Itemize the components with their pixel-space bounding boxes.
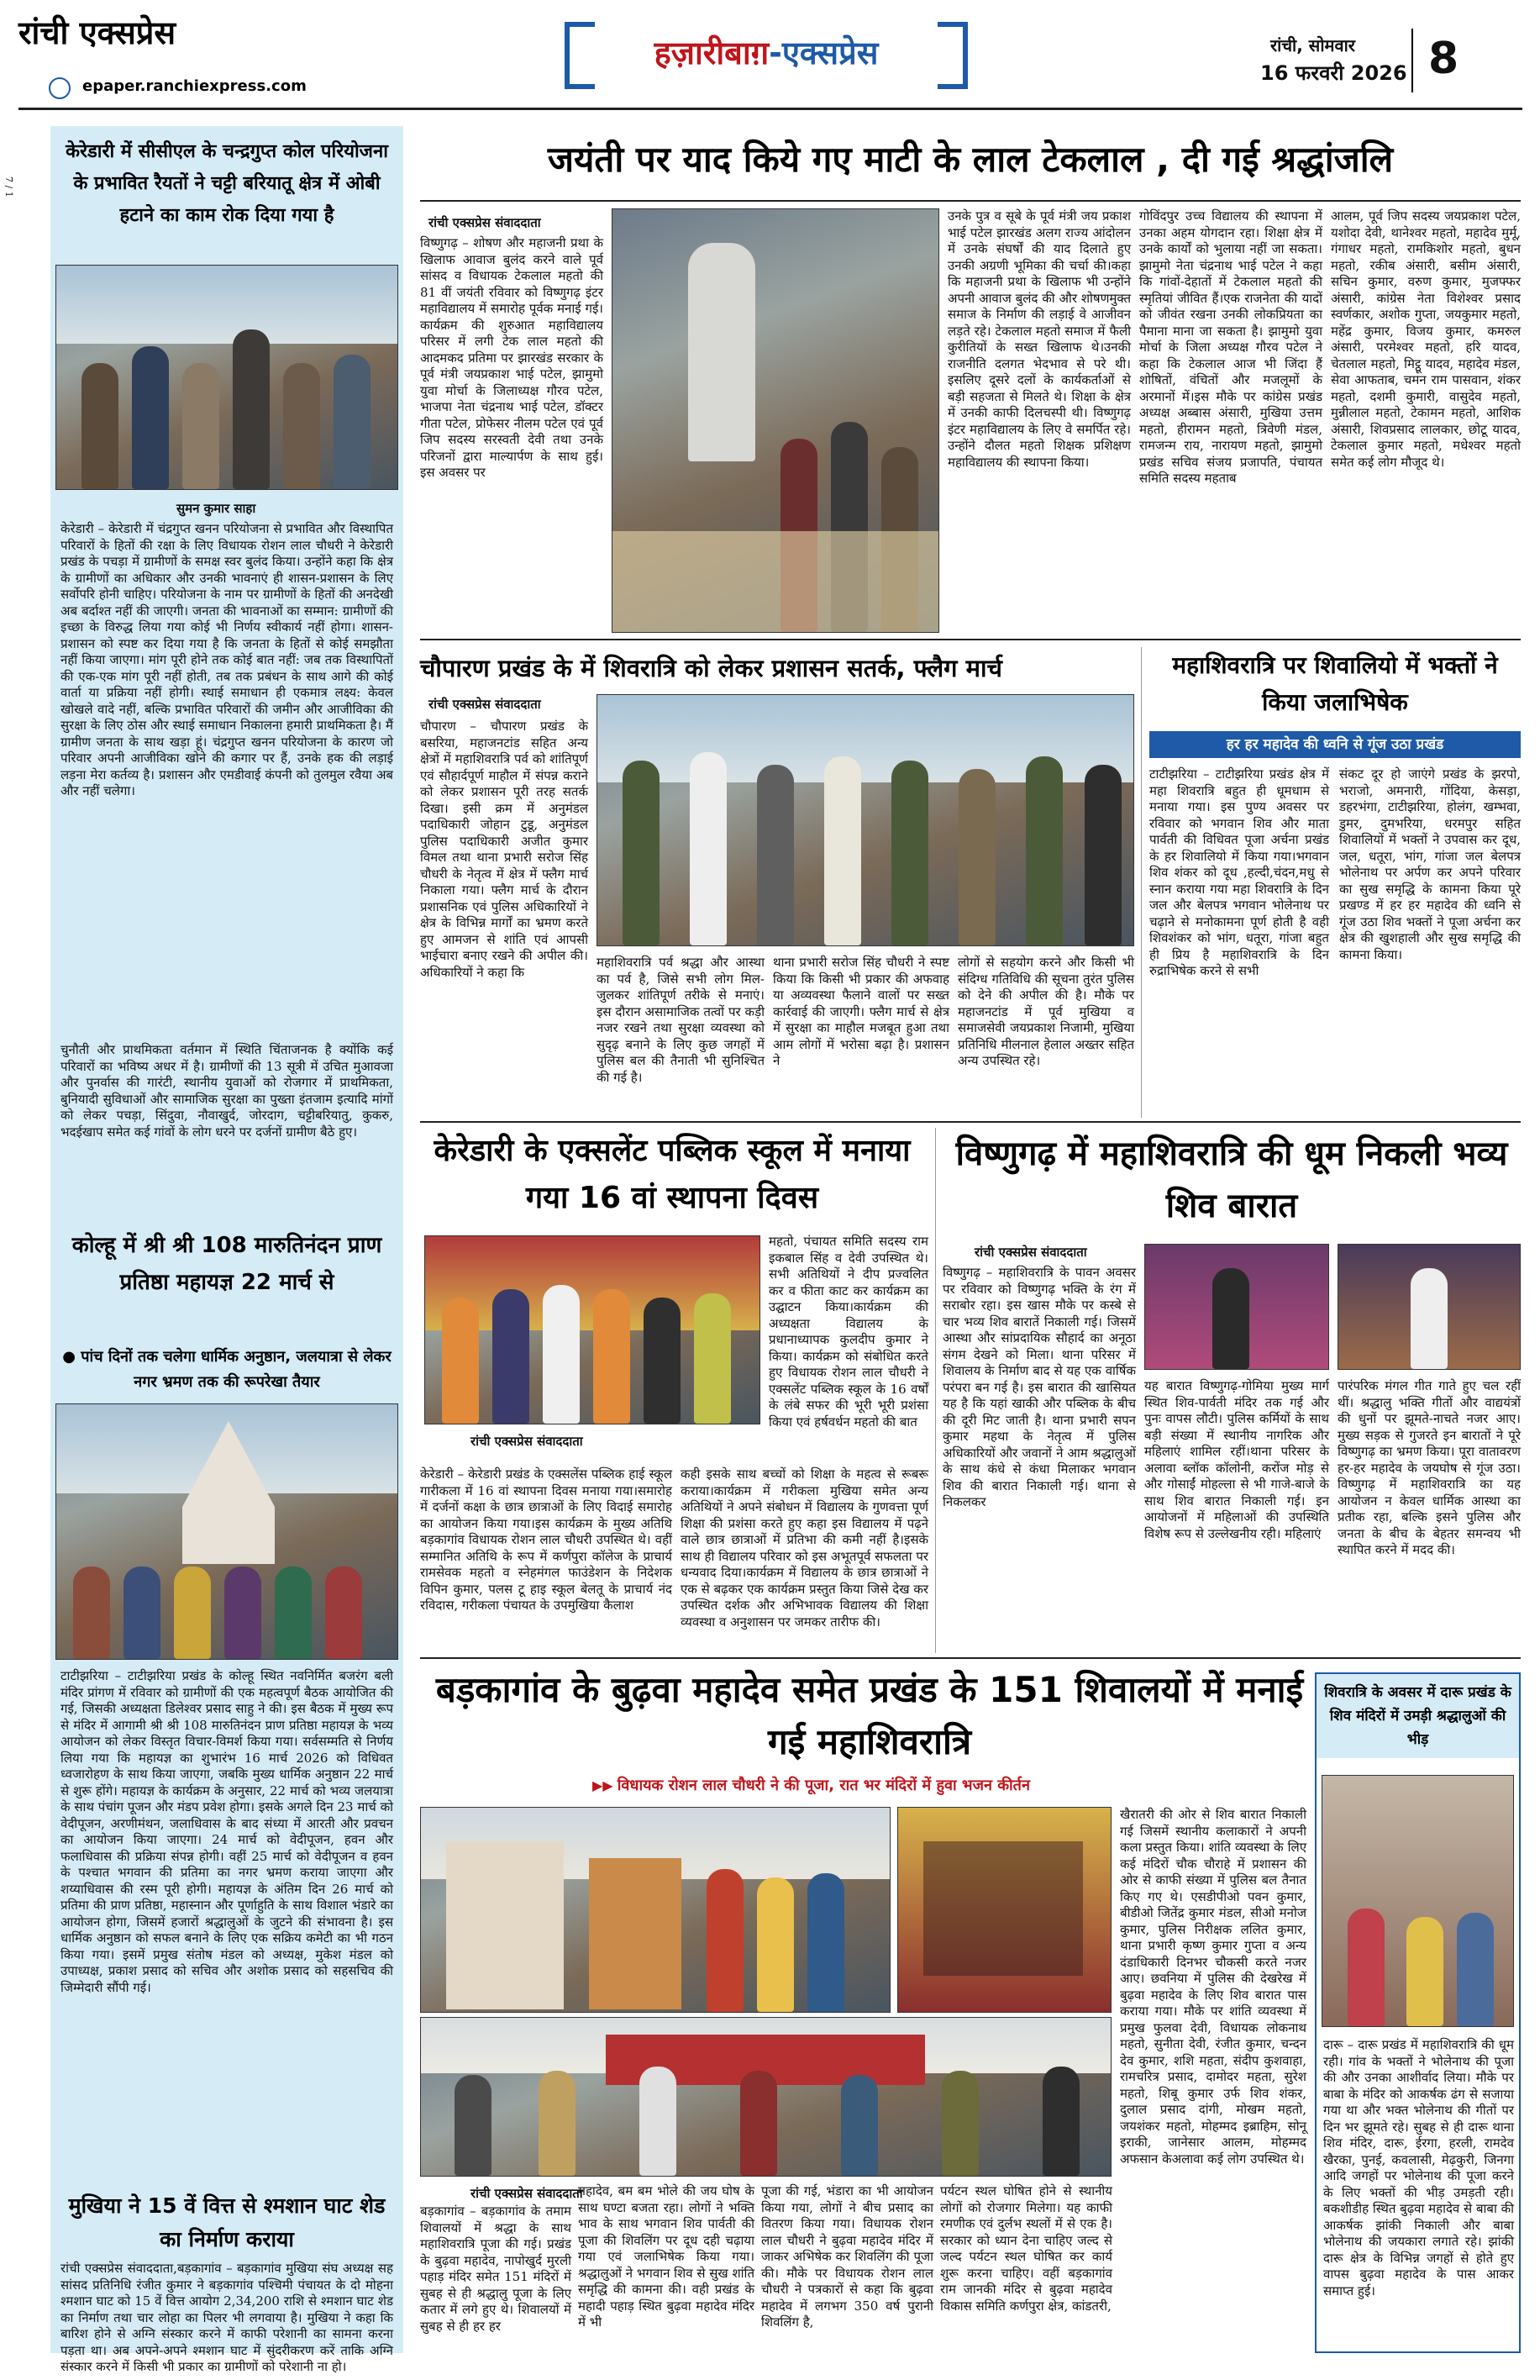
section-title-a: हज़ारीबाग़ bbox=[654, 34, 770, 71]
story4-col2: कही इसके साथ बच्चों को शिक्षा के महत्व से रूबरू कराया।कार्यक्रम में गरीकला मुखिया समेत अन्य अतिथियों ने अपने संबोधन में विद्यालय के गुणवत्ता पूर्ण शिक्षा की प्रशंसा करते हुए कहा इस विद्यालय में पढ़ने वाले छात्र छात्राओं में प्रतिभा की कमी नहीं है।इसके साथ ही विद्यालय परिवार को इस अभूतपूर्व सफलता पर धन्यवाद दिया।कार्यक्रम में विद्यालय के छात्र छात्राओं ने एक से बढ़कर एक कार्यक्रम प्रस्तुत किया जिसे देख कर उपस्थित दर्शक और अभिभावक विद्यालय की शिक्षा व्यवस्था व अनुशासन पर जमकर तारीफ की। bbox=[681, 1466, 928, 1630]
story4-divider bbox=[935, 1128, 936, 1653]
section-title-b: एक्सप्रेस bbox=[781, 34, 879, 71]
story4-photo bbox=[424, 1235, 760, 1424]
dateline-date: 16 फरवरी 2026 bbox=[1260, 61, 1407, 85]
bracket-top-right bbox=[938, 22, 963, 27]
bracket-top-left bbox=[570, 22, 595, 27]
play-icon: ▶▶ bbox=[592, 1777, 613, 1793]
story1-col3: गोविंदपुर उच्च विद्यालय की स्थापना में उनका अहम योगदान रहा। शिक्षा क्षेत्र में उनके कार्यों को भुलाया नहीं जा सकता। झामुमो नेता चंद्रनाथ भाई पटेल ने कहा कि गांवों-देहातों में टेकलाल महतो की स्मृतियां जीवित हैं।एक राजनेता की यादों को जीवंत रखना उनकी लोकप्रियता का पैमाना माना जा सकता है। झामुमो युवा मोर्चा के जिला अध्यक्ष गौरव पटेल ने कहा कि टेकलाल आज भी जिंदा हैं शोषितों, वंचितों और मजलूमों के अरमानों में।इस मौके पर कांग्रेस प्रखंड अध्यक्ष अब्बास अंसारी, मुखिया उत्तम महतो, हीरामन महतो, त्रिवेणी मंडल, रामजन्म राय, नारायण महतो, झामुमो प्रखंड सचिव संजय प्रजापति, पंचायत समिति सदस्य महताब bbox=[1139, 208, 1322, 486]
story7-body: दारू – दारू प्रखंड में महाशिवरात्रि की धूम रही। गांव के भक्तों ने भोलेनाथ की पूजा की और उनका आशीर्वाद लिया। मौके पर बाबा के मंदिर को आकर्षक ढंग से सजाया गया था और भक्त भोलेनाथ की गीतों पर दिन भर झूमते रहे। सुबह से ही दारू थाना शिव मंदिर, दारू, ईरगा, हरली, रामदेव खैरका, पुनई, कवलासी, मेढ़कुरी, जिनगा आदि जगहों पर भोलेनाथ की पूजा करने के लिए भक्तों की भीड़ उमड़ती रही। बकशीडीह स्थित बुढ़वा महादेव से बाबा की आकर्षक झांकी निकाली और बाबा भोलेनाथ की जयकारा लगाते रहे। झांकी दारू क्षेत्र के विभिन्न जगहों से होते हुए वापस बुढ़वा महादेव के पास आकर समाप्त हुई। bbox=[1323, 2037, 1515, 2298]
section-dash: - bbox=[769, 34, 782, 71]
bracket-bottom-right bbox=[938, 84, 963, 89]
story6-subline: विधायक रोशन लाल चौधरी ने की पूजा, रात भर मंदिरों में हुवा भजन कीर्तन bbox=[617, 1777, 1030, 1794]
sidebar-body-1: केरेडारी – केरेडारी में चंद्रगुप्त खनन परियोजना से प्रभावित और विस्थापित परिवारों के हितों की रक्षा के लिए विधायक रोशन लाल चौधरी ने केरेडारी प्रखंड के पचड़ा में ग्रामीणों के समक्ष स्वर बुलंद किया। उन्होंने कहा कि क्षेत्र के ग्रामीणों का अधिकार और उनकी भावनाएं ही शासन-प्रशासन के लिए सर्वोपरि होनी चाहिए। परियोजना के नाम पर ग्रामीणों के हितों की अनदेखी अब बर्दाश्त नहीं की जाएगी। जनता की भावनाओं का सम्मान: ग्रामीणों की इच्छा के विरुद्ध लिया गया कोई भी निर्णय स्वीकार्य नहीं होगा। शासन-प्रशासन को स्पष्ट कर दिया गया है कि जनता के हितों से कोई समझौता नहीं किया जाएगा। मांग पूरी होने तक कोई बात नहीं: जब तक विस्थापितों की एक-एक मांग पूरी नहीं होती, तब तक प्रबंधन के साथ आगे की कोई वार्ता या प्रक्रिया नहीं होगी। स्थाई समाधान ही एकमात्र लक्ष्य: केवल खोखले वादे नहीं, बल्कि प्रभावित परिवारों की जमीन और आजीविका की सुरक्षा के लिए ठोस और स्थाई समाधान निकालना हमारी प्राथमिकता है। मैं ग्रामीण जनता के साथ खड़ा हूं। चंद्रगुप्त खनन परियोजना के कारण जो परिवार अपनी आजीविका खोने की कगार पर हैं, उनके हक की लड़ाई लड़ना मेरा कर्तव्य है। प्रशासन और एमडीवाई कंपनी को तुलमुल रवैया अब और नहीं चलेगा। bbox=[60, 521, 393, 798]
story6-col1: बड़कागांव – बड़कागांव के तमाम शिवालयों में श्रद्धा के साथ महाशिवरात्रि पूजा की गई। प्रखंड के बुढ़वा महादेव, नापोखुर्द मुरली पहाड़ मंदिर समेत 151 मंदिरों में सुबह से ही श्रद्धालु पूजा के लिए कतार में लगे हुए थे। शिवालयों में सुबह से ही हर हर bbox=[420, 2204, 571, 2334]
story2-col3: थाना प्रभारी सरोज सिंह चौधरी ने स्पष्ट किया कि किसी भी प्रकार की अफवाह या अव्यवस्था फैलाने वालों पर सख्त कार्रवाई की जाएगी। फ्लैग मार्च से क्षेत्र में सुरक्षा का माहौल मजबूत हुआ तथा आम लोगों में भरोसा बढ़ा है। प्रशासन ने bbox=[773, 955, 949, 1068]
masthead bbox=[0, 0, 1540, 109]
story2-col4: लोगों से सहयोग करने और किसी भी संदिग्ध गतिविधि की सूचना तुरंत पुलिस को देने की अपील की है। मौके पर महाजनटांड में पूर्व मुखिया व समाजसेवी जयप्रकाश निजामी, मुखिया प्रतिनिधि मीलनाल हेलाल अख्तर सहित अन्य उपस्थित रहे। bbox=[958, 955, 1134, 1068]
story1-byline: रांची एक्सप्रेस संवाददाता bbox=[428, 215, 541, 230]
masthead-rule bbox=[18, 108, 1522, 110]
story5-col1: विष्णुगढ़ – महाशिवरात्रि के पावन अवसर पर रविवार को विष्णुगढ़ भक्ति के रंग में सराबोर रहा। इस खास मौके पर कस्बे से चार भव्य शिव बारातें निकाली गई। जिसमें आस्था और सांप्रदायिक सौहार्द का अनूठा संगम देखने को मिला। थाना परिसर में शिवालय के निर्माण बाद से यह एक वार्षिक परंपरा बन गई है। इस बारात की खासियत यह है कि यहां खाकी और पब्लिक के बीच की दूरी मिट जाती है। थाना प्रभारी सपन कुमार महथा के नेतृत्व में पुलिस अधिकारियों और जवानों ने आम श्रद्धालुओं के साथ कंधे से कंधा मिलाकर भगवान शिव की बारात निकाली गई। थाना से निकलकर bbox=[943, 1265, 1136, 1509]
story6-subline-bar bbox=[592, 1775, 1147, 1800]
story4-side: महतो, पंचायत समिति सदस्य राम इकबाल सिंह व देवी उपस्थित थे।सभी अतिथियों ने दीप प्रज्वलित कर व फीता काट कर कार्यक्रम का उद्घाटन किया।कार्यक्रम की अध्यक्षता विद्यालय के प्रधानाध्यापक कुलदीप कुमार ने किया। कार्यक्रम को संबोधित करते हुए विधायक रोशन लाल चौधरी ने एक्सलेंट पब्लिक स्कूल के 16 वर्षों के लंबे सफर की भूरी भूरी प्रशंसा किया एवं हर्षवर्धन महतो की बात bbox=[769, 1234, 928, 1430]
story6-col5: खैरातरी की ओर से शिव बारात निकाली गई जिसमें स्थानीय कलाकारों ने अपनी कला प्रस्तुत किया। शांति व्यवस्था के लिए कई मंदिरों चौक चौराहे में प्रशासन की ओर से काफी संख्या में पुलिस बल तैनात किए गए थे। एसडीपीओ पवन कुमार, बीडीओ जितेंद्र कुमार मंडल, सीओ मनोज कुमार, पुलिस निरीक्षक ललित कुमार, थाना प्रभारी कृष्ण कुमार गुप्ता व अन्य दंडाधिकारी दिनभर चौकसी करते नजर आए। छवनिया में पुलिस की देखरेख में बुढ़वा महादेव के लिए शिव बारात पास कराया गया। मौके पर शांति व्यवस्था में प्रमुख फुलवा देवी, विधायक लोकनाथ महतो, सुनीता देवी, रंजीत कुमार, चन्दन देव कुमार, शशि महता, संदीप कुशवाहा, रामचरित्र प्रसाद, दामोदर महता, सुरेश महतो, शिबू कुमार उर्फ शिव शंकर, दुलाल प्रसाद दांगी, मोखम महतो, जयशंकर महतो, मोहम्मद इब्राहिम, सोनू इराकी, जानेसार आलम, मोहम्मद अफसान केअलावा कई लोग उपस्थित थे। bbox=[1120, 1807, 1306, 2167]
sidebar-subheadline-2: मुखिया ने 15 वें वित्त से श्मशान घाट शेड का निर्माण कराया bbox=[68, 2193, 386, 2251]
story2-photo bbox=[597, 694, 1134, 946]
story6-photo-right bbox=[897, 1807, 1112, 2013]
sidebar-subheadline: कोल्हू में श्री श्री 108 मारुतिनंदन प्राण प्रतिष्ठा महायज्ञ 22 मार्च से bbox=[71, 1233, 382, 1295]
story4-headline: केरेडारी के एक्सलेंट पब्लिक स्कूल में मनाया गया 16 वां स्थापना दिवस bbox=[434, 1134, 911, 1215]
globe-icon bbox=[49, 77, 71, 99]
story4-byline: रांची एक्सप्रेस संवाददाता bbox=[470, 1434, 583, 1449]
story3-col1: टाटीझरिया – टाटीझरिया प्रखंड क्षेत्र में महा शिवरात्रि बहुत ही धूमधाम से मनाया गया। इस पुण्य अवसर पर रविवार को भगवान शिव और माता पार्वती की विधिवत पूजा अर्चना प्रखंड के हर शिवालियो में किया गया।भगवान शिव शंकर को दूध ,हल्दी,चंदन,मधु से स्नान कराया गया महा शिवरात्रि के दिन जल और बेलपत्र भगवान भोलेनाथ पर चढ़ाने से मनोकामना पूर्ण होती है वही शिवशंकर को भांग, धतूरा, गांजा बहुत ही प्रिय है महाशिवरात्रि के दिन रुद्राभिषेक करने से सभी bbox=[1149, 766, 1329, 978]
side-mark: 7 / 1 bbox=[3, 176, 14, 197]
bracket-bottom-left bbox=[570, 84, 595, 89]
story6-col2: महादेव, बम बम भोले की जय घोष के साथ घण्टा बजता रहा। लोगों ने भक्ति भाव के साथ भगवान शिव पार्वती की पूजा की शिवलिंग पर दूध दही चढ़ाया गया एवं जलाभिषेक किया गया। श्रद्धालुओं ने भगवान शिव से सुख शांति समृद्धि की कामना की। वही प्रखंड के महादी पहाड़ स्थित बुढ़वा महादेव मंदिर में भी bbox=[578, 2183, 754, 2330]
story3-col2: संकट दूर हो जाएंगे प्रखंड के झरपो, भराजो, अमनारी, गोंदिया, केसड़ा, डहरभंगा, टाटीझरिया, होलंग, खम्भवा, डुमर, दुमभरिया, धरमपुर सहित शिवालियों में भक्तों ने उपवास कर दूध, जल, धतूरा, भांग, गांजा जल बेलपत्र भोलेनाथ पर अर्पण कर अपने परिवार का सुख समृद्धि के कामना किया पूरे प्रखण्ड में हर हर महादेव की ध्वनि से गूंज उठा शिव भक्तों ने पूजा अर्चना कर क्षेत्र की खुशहाली और सुख समृद्धि की कामना किया। bbox=[1339, 766, 1521, 962]
sidebar-photo-protest bbox=[55, 265, 398, 490]
story1-headline: जयंती पर याद किये गए माटी के लाल टेकलाल , दी गई श्रद्धांजलि bbox=[547, 139, 1394, 180]
story2-byline: रांची एक्सप्रेस संवाददाता bbox=[428, 697, 541, 712]
story2-col2: महाशिवरात्रि पर्व श्रद्धा और आस्था का पर्व है, जिसे सभी लोग मिल-जुलकर शांतिपूर्ण तरीके से मनाएं। इस दौरान असामाजिक तत्वों पर कड़ी नजर रखने तथा सुरक्षा व्यवस्था को सुदृढ़ बनाने के लिए कुछ जगहों में पुलिस बल की तैनाती भी सुनिश्चित की गई है। bbox=[597, 955, 765, 1085]
story5-photo-left bbox=[1144, 1244, 1329, 1370]
sidebar-byline: सुमन कुमार साहा bbox=[176, 501, 256, 516]
page-number-divider bbox=[1411, 29, 1413, 92]
story1-bottom-rule bbox=[420, 639, 1521, 640]
sidebar-headline: केरेडारी में सीसीएल के चन्द्रगुप्त कोल परियोजना के प्रभावित रैयतों ने चट्टी बरियातू क्षेत्र में ओबी हटाने का काम रोक दिया गया है bbox=[66, 141, 388, 226]
story2-col1: चौपारण – चौपारण प्रखंड के बसरिया, महाजनटांड सहित अन्य क्षेत्रों में महाशिवरात्रि पर्व को शांतिपूर्ण एवं सौहार्दपूर्ण माहौल में संपन्न कराने को लेकर प्रशासन पूरी तरह सतर्क दिखा। इसी क्रम में अनुमंडल पदाधिकारी जोहान टुडू, अनुमंडल पुलिस पदाधिकारी अजीत कुमार विमल तथा थाना प्रभारी सरोज सिंह चौधरी के नेतृत्व में क्षेत्र में फ्लैग मार्च निकाला गया। फ्लैग मार्च के दौरान प्रशासनिक एवं पुलिस अधिकारियों ने क्षेत्र के विभिन्न मार्गों का भ्रमण करते हुए आमजन से शांति एवं आपसी भाईचारा बनाए रखने की अपील की। अधिकारियों ने कहा कि bbox=[420, 719, 588, 980]
section-banner bbox=[565, 22, 968, 89]
story2-divider bbox=[1141, 647, 1142, 1118]
story5-col3: पारंपरिक मंगल गीत गाते हुए चल रहीं थीं। श्रद्धालु भक्ति गीतों और वाद्ययंत्रों की धुनों पर झूमते-नाचते नजर आए। मुख्य सड़क से गुजरते इन बारातों ने पूरे विष्णुगढ़ का भ्रमण किया। पूरा वातावरण हर-हर महादेव के जयघोष से गूंज उठा।विष्णुगढ़ में महाशिवरात्रि का यह आयोजन न केवल धार्मिक आस्था का प्रतीक रहा, बल्कि इसने पुलिस और जनता के बीच के बेहतर समन्वय भी स्थापित करने में मदद की। bbox=[1338, 1378, 1521, 1557]
left-sidebar bbox=[50, 126, 403, 2374]
story4-col1: केरेडारी – केरेडारी प्रखंड के एक्सलेंस पब्लिक हाई स्कूल गारीकला में 16 वां स्थापना दिवस मनाया गया।समारोह में दर्जनों कक्षा के छात्र छात्राओं के लिए विदाई समारोह का आयोजन किया गया।इस कार्यक्रम के मुख्य अतिथि बड़कागांव विधायक रोशन लाल चौधरी उपस्थित थे। वहीं सम्मानित अतिथि के रूप में कर्णपुरा कॉलेज के प्राचार्य रामसेवक महतो व स्नेहमंगल फाउंडेशन के निदेशक विपिन कुमार, पलस टू हाइ स्कूल बेलतू के प्राचार्य नंद रविदास, गरीकला पंचायत के उपमुखिया कैलाश bbox=[420, 1466, 672, 1613]
story6-col3: पूजा की गई, भंडारा का भी आयोजन किया गया, लोगों ने बीच प्रसाद का वितरण किया गया। विधायक रोशन लाल चौधरी ने बुढ़वा महादेव मंदिर में जाकर अभिषेक कर शिवलिंग की पूजा की। मौके पर विधायक रोशन लाल चौधरी ने पत्रकारों से कहा कि बुढ़वा महादेव में लगभग 350 वर्ष पुरानी शिवलिंग है, bbox=[761, 2183, 933, 2330]
paper-logo: रांची एक्सप्रेस bbox=[18, 14, 176, 51]
sidebar-bullet: ● पांच दिनों तक चलेगा धार्मिक अनुष्ठान, जलयात्रा से लेकर नगर भ्रमण तक की रूपरेखा तैयार bbox=[62, 1348, 392, 1391]
story6-col4: पर्यटन स्थल घोषित होने से स्थानीय लोगों को रोजगार मिलेगा। यह काफी रमणीक एवं दुर्लभ स्थलों में से एक है। सरकार को ध्यान देना चाहिए जल्द से जल्द पर्यटन स्थल घोषित कर कार्य शुरू करना चाहिए। वहीं बड़कागांव राम जानकी मंदिर से बुढ़वा महादेव विकास समिति कर्णपुरा क्षेत्र, कांडतरी, bbox=[940, 2183, 1112, 2314]
story3-subline: हर हर महादेव की ध्वनि से गूंज उठा प्रखंड bbox=[1149, 731, 1521, 758]
story1-photo bbox=[612, 208, 939, 633]
story2-headline: चौपारण प्रखंड के में शिवरात्रि को लेकर प्रशासन सतर्क, फ्लैग मार्च bbox=[420, 654, 1002, 682]
section-title bbox=[570, 30, 963, 74]
lower-rule bbox=[420, 1657, 1521, 1659]
epaper-url[interactable]: epaper.ranchiexpress.com bbox=[82, 77, 307, 95]
story5-byline: रांची एक्सप्रेस संवाददाता bbox=[975, 1245, 1087, 1260]
story6-headline: बड़कागांव के बुढ़वा महादेव समेत प्रखंड के 151 शिवालयों में मनाई गई महाशिवरात्रि bbox=[435, 1669, 1304, 1762]
story6-byline: रांची एक्सप्रेस संवाददाता bbox=[470, 2186, 583, 2201]
story5-headline: विष्णुगढ़ में महाशिवरात्रि की धूम निकली भव्य शिव बारात bbox=[955, 1135, 1508, 1225]
story7-photo bbox=[1322, 1775, 1514, 2027]
sidebar-photo-temple bbox=[55, 1403, 398, 1660]
story1-col2: उनके पुत्र व सूबे के पूर्व मंत्री जय प्रकाश भाई पटेल झारखंड अलग राज्य आंदोलन में उनके संघर्षों की याद दिलाते हुए उनकी अग्रणी भूमिका की चर्चा की।कहा कि महाजनी प्रथा के खिलाफ भी उन्होंने अपनी आवाज बुलंद की और शोषणमुक्त समाज के निर्माण की लड़ाई वे आजीवन लड़ते रहे। टेकलाल महतो समाज में फैली कुरीतियों के सख्त खिलाफ थे।उनकी राजनीति दलगत भेदभाव से परे थी।इसलिए दूसरे दलों के कार्यकर्ताओं से बड़ी सहजता से मिलते थे। शिक्षा के क्षेत्र में उनकी काफी दिलचस्पी थी। विष्णुगढ़ इंटर महाविद्यालय के लिए वे समर्पित रहे। उन्होंने दौलत महतो शिक्षक प्रशिक्षण महाविद्यालय की स्थापना किया। bbox=[948, 208, 1131, 470]
story7-headline: शिवरात्रि के अवसर में दारू प्रखंड के शिव मंदिरों में उमड़ी श्रद्धालुओं की भीड़ bbox=[1317, 1674, 1519, 1758]
page-number: 8 bbox=[1428, 34, 1459, 84]
story1-col1: विष्णुगढ़ – शोषण और महाजनी प्रथा के खिलाफ आवाज बुलंद करने वाले पूर्व सांसद व विधायक टेकलाल महतो की 81 वीं जयंती रविवार को विष्णुगढ़ इंटर महाविद्यालय में समारोह पूर्वक मनाई गई। कार्यक्रम की शुरुआत महाविद्यालय परिसर में लगी टेक लाल महतो की आदमकद प्रतिमा पर झारखंड सरकार के पूर्व मंत्री जयप्रकाश भाई पटेल, झामुमो युवा मोर्चा के जिलाध्यक्ष गौरव पटेल, भाजपा नेता चंद्रनाथ भाई पटेल, डॉक्टर गीता पटेल, प्रोफेसर नीलम पटेल एवं पूर्व जिप सदस्य सरस्वती देवी तथा उनके परिजनों द्वारा माल्यार्पण के साथ हुई। इस अवसर पर bbox=[420, 235, 603, 480]
dateline-city: रांची, सोमवार bbox=[1270, 35, 1355, 55]
sidebar-body-2: चुनौती और प्राथमिकता वर्तमान में स्थिति चिंताजनक है क्योंकि कई परिवारों का भविष्य अधर में है। ग्रामीणों की 13 सूत्री में उचित मुआवजा और पुनर्वास की गारंटी, स्थानीय युवाओं को रोजगार में प्राथमिकता, बुनियादी सुविधाओं और सामाजिक सुरक्षा का पुख्ता इंतजाम इत्यादि मांगों को लेकर पचड़ा, सिंदुवा, नौवाखुर्द, जोरदाग, चट्टीबरियातु, कुकरु, भदईखाप समेत कई गांवों के लोग धरने पर दर्जनों ग्रामीण बैठे हुए। bbox=[60, 1042, 393, 1140]
story6-photo-top bbox=[420, 1807, 891, 2013]
story5-photo-right bbox=[1338, 1244, 1521, 1370]
mid-rule bbox=[420, 1121, 1521, 1123]
sidebar-body-3: टाटीझरिया – टाटीझरिया प्रखंड के कोल्हू स्थित नवनिर्मित बजरंग बली मंदिर प्रांगण में रविवार को ग्रामीणों की एक महत्वपूर्ण बैठक आयोजित की गई, जिसकी अध्यक्षता डिलेश्वर प्रसाद साहु ने की। इस बैठक में मुख्य रूप से मंदिर में आगामी श्री श्री 108 मारुतिनंदन प्राण प्रतिष्ठा महायज्ञ के भव्य आयोजन को लेकर विस्तृत विचार-विमर्श किया गया। सर्वसम्मति से निर्णय लिया गया कि महायज्ञ का शुभारंभ 16 मार्च 2026 को विधिवत ध्वजारोहण के साथ किया जाएगा, जबकि मुख्य धार्मिक अनुष्ठान 22 मार्च से शुरू होंगे। महायज्ञ के कार्यक्रम के अनुसार, 22 मार्च को भव्य जलयात्रा के साथ पंचांग पूजन और मंडप प्रवेश होगा। इसके अगले दिन 23 मार्च को वेदीपूजन, अरणीमंथन, जलाधिवास के बाद संध्या में आरती और प्रवचन का आयोजन किया जाएगा। 24 मार्च को वेदीपूजन, हवन और फलाधिवास की प्रक्रिया संपन्न होगी। वहीं 25 मार्च को वेदीपूजन व हवन के पश्चात भगवान की प्रतिमा का नगर भ्रमण कराया जाएगा और शय्याधिवास की रस्म पूरी होगी। महायज्ञ के अंतिम दिन 26 मार्च को प्रतिमा की प्राण प्रतिष्ठा, महास्नान और पूर्णाहुति के साथ विशाल भंडारे का आयोजन होगा, जिसमें हजारों श्रद्धालुओं के जुटने की संभावना है। इस धार्मिक अनुष्ठान को सफल बनाने के लिए एक सक्रिय कमेटी का भी गठन किया गया। इसमें प्रमुख संतोष मंडल को अध्यक्ष, मुकेश मंडल को उपाध्यक्ष, प्रकाश प्रसाद को सचिव और अशोक प्रसाद को सहसचिव की जिम्मेदारी सौंपी गई। bbox=[60, 1668, 393, 1995]
story5-col2: यह बारात विष्णुगढ़-गोमिया मुख्य मार्ग स्थित शिव-पार्वती मंदिर तक गई और पुनः वापस लौटी। पुलिस कर्मियों के साथ बड़ी संख्या में स्थानीय नागरिक और महिलाएं शामिल रहीं।थाना परिसर के अलावा ब्लॉक कॉलोनी, करोंज मोड़ से और गोसाईं मोहल्ला से भी गाजे-बाजे के साथ शिव बारात निकाली गई। इन आयोजनों में महिलाओं की उपस्थिति विशेष रूप से उल्लेखनीय रही। महिलाएं bbox=[1144, 1378, 1329, 1541]
story3-headline: महाशिवरात्रि पर शिवालियो में भक्तों ने किया जलाभिषेक bbox=[1172, 651, 1498, 716]
sidebar-body-4: रांची एक्सप्रेस संवाददाता,बड़कागांव – बड़कागांव मुखिया संघ अध्यक्ष सह सांसद प्रतिनिधि रंजीत कुमार ने बड़कागांव पश्चिमी पंचायत के दो मोहना श्मशान घाट को 15 वें वित्त आयोग 2,34,200 राशि से श्मशान घाट शेड का निर्माण तथा चार लोहा का पिलर भी लगवाया है। मुखिया ने कहा कि बारिश होने से अग्नि संस्कार करने में काफी परेशानी का सामना करना पड़ता था। अब अपने-अपने श्मशान घाट में सुंदरीकरण करें ताकि अग्नि संस्कार करने में किसी भी प्रकार का ग्रामीणों को परेशानी ना हो। bbox=[60, 2261, 393, 2374]
story6-photo-wide bbox=[420, 2017, 1112, 2177]
story7-box bbox=[1315, 1672, 1521, 2353]
story1-rule bbox=[420, 200, 1521, 202]
story1-col4: आलम, पूर्व जिप सदस्य जयप्रकाश पटेल, यशोदा देवी, थानेश्वर महतो, महादेव मुर्मू, गंगाधर महतो, रामकिशोर महतो, बुधन महतो, रकीब अंसारी, बसीम अंसारी, सचिन कुमार, वरुण कुमार, मुजफ्फर अंसारी, कांग्रेस नेता विशेश्वर प्रसाद स्वर्णकार, अशोक गुप्ता, जयकुमार महतो, महेंद्र कुमार, विजय कुमार, कमरुल अंसारी, परमेश्वर महतो, हरि यादव, चेतलाल महतो, मिट्ठू यादव, महादेव मंडल, सेवा आफताब, चमन राम पासवान, शंकर महतो, दशमी कुमारी, वासुदेव महतो, मुन्नीलाल महतो, टेकामन महतो, आशिक अंसारी, शिवप्रसाद लालकार, छोटू यादव, टेकलाल कुमार महतो, मधेश्वर महतो समेत कई लोग मौजूद थे। bbox=[1331, 208, 1521, 470]
